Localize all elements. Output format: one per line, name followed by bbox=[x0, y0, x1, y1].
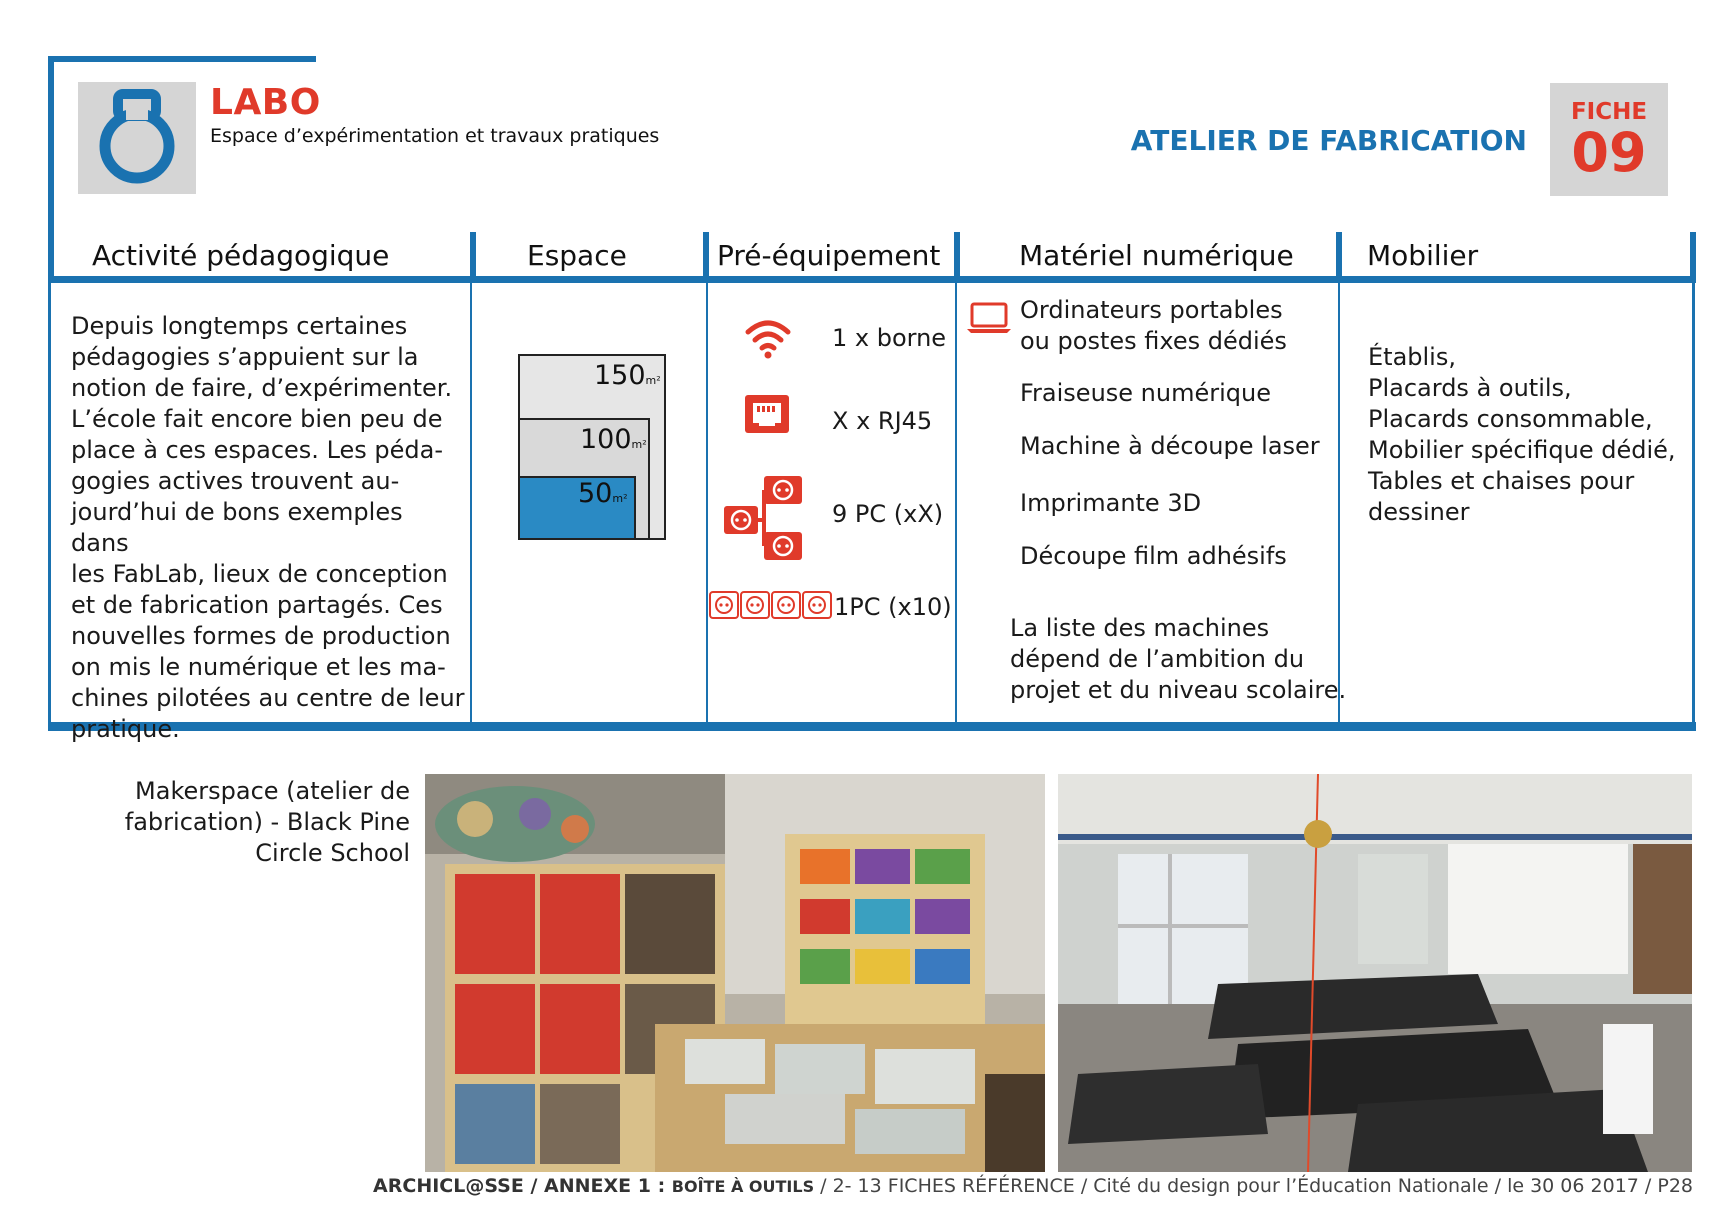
category-subtitle: Espace d’expérimentation et travaux pratiques bbox=[210, 125, 660, 147]
col-header-espace: Espace bbox=[527, 239, 627, 272]
footer-brand: ARCHICL@SSE / ANNEXE 1 : bbox=[373, 1175, 672, 1197]
col-sep-4-head bbox=[1336, 232, 1342, 280]
footer-toolbox: BOÎTE À OUTILS bbox=[671, 1177, 815, 1196]
col-sep-5-head bbox=[1690, 232, 1696, 280]
makerspace-photo-classroom bbox=[1058, 774, 1692, 1172]
footer bbox=[373, 1175, 1693, 1197]
flask-icon bbox=[78, 82, 196, 194]
fiche-label: FICHE bbox=[1570, 99, 1648, 125]
col-sep-3-head bbox=[954, 232, 960, 280]
col-header-activite: Activité pédagogique bbox=[92, 239, 390, 272]
category-title: LABO bbox=[210, 82, 321, 123]
col-sep-1 bbox=[470, 283, 472, 723]
col-sep-2-head bbox=[703, 232, 709, 280]
photo-caption: Makerspace (atelier de fabrication) - Black Pine Circle School bbox=[124, 777, 410, 867]
space-100-label: 100m² bbox=[580, 424, 647, 455]
fiche-number: 09 bbox=[1571, 121, 1647, 184]
equip-label-wifi: 1 x borne bbox=[832, 324, 947, 352]
col-sep-2 bbox=[706, 283, 708, 723]
col-sep-3 bbox=[955, 283, 957, 723]
wifi-icon bbox=[745, 318, 791, 360]
table-left-line bbox=[48, 283, 51, 723]
equip-label-rj45: X x RJ45 bbox=[832, 407, 933, 435]
mobilier-list: Établis, Placards à outils, Placards consommable, Mobilier spécifique dédié, Tables et chaises pour dessiner bbox=[1368, 343, 1676, 526]
col-header-preequipement: Pré-équipement bbox=[717, 239, 941, 272]
equip-label-pc: 9 PC (xX) bbox=[832, 500, 944, 528]
laptop-icon bbox=[966, 302, 1012, 334]
materiel-item-ordinateurs: Ordinateurs portables ou postes fixes dédiés bbox=[1020, 296, 1287, 355]
footer-rest: / 2- 13 FICHES RÉFÉRENCE / Cité du design pour l’Éducation Nationale / le 30 06 2017 / P28 bbox=[814, 1175, 1693, 1197]
frame-left-top bbox=[48, 56, 54, 282]
equip-label-outlets: 1PC (x10) bbox=[834, 593, 952, 621]
section-title: ATELIER DE FABRICATION bbox=[1130, 124, 1527, 157]
power-strip-icon bbox=[722, 474, 806, 562]
labo-icon-box bbox=[78, 82, 196, 194]
fiche-badge bbox=[1550, 83, 1668, 196]
materiel-note: La liste des machines dépend de l’ambition du projet et du niveau scolaire. bbox=[1010, 614, 1347, 704]
header-underline bbox=[48, 276, 1696, 283]
rj45-icon bbox=[744, 394, 790, 434]
materiel-item-film: Découpe film adhésifs bbox=[1020, 542, 1287, 570]
col-sep-1-head bbox=[470, 232, 476, 280]
frame-top-left bbox=[48, 56, 316, 62]
materiel-item-imprimante: Imprimante 3D bbox=[1020, 489, 1202, 517]
activite-text: Depuis longtemps certaines pédagogies s’appuient sur la notion de faire, d’expérimenter. L’école fait encore bien peu de place à ces espaces. Les péda- gogies actives trouvent au- jourd’hui de bons exemples dans les FabLab, lieux de conception et de fabrication partagés. Ces nouvelles formes de production on mis le numérique et les ma- chines pilotées au centre de leur pratique. bbox=[71, 312, 465, 743]
col-header-materiel: Matériel numérique bbox=[1019, 239, 1294, 272]
materiel-item-fraiseuse: Fraiseuse numérique bbox=[1020, 379, 1271, 407]
col-header-mobilier: Mobilier bbox=[1367, 239, 1479, 272]
space-50-label: 50m² bbox=[578, 478, 628, 509]
materiel-item-laser: Machine à découpe laser bbox=[1020, 432, 1320, 460]
makerspace-photo-storage bbox=[425, 774, 1045, 1172]
outlets-row-icon bbox=[709, 590, 833, 620]
space-150-label: 150m² bbox=[594, 360, 661, 391]
table-right-line bbox=[1692, 283, 1695, 723]
